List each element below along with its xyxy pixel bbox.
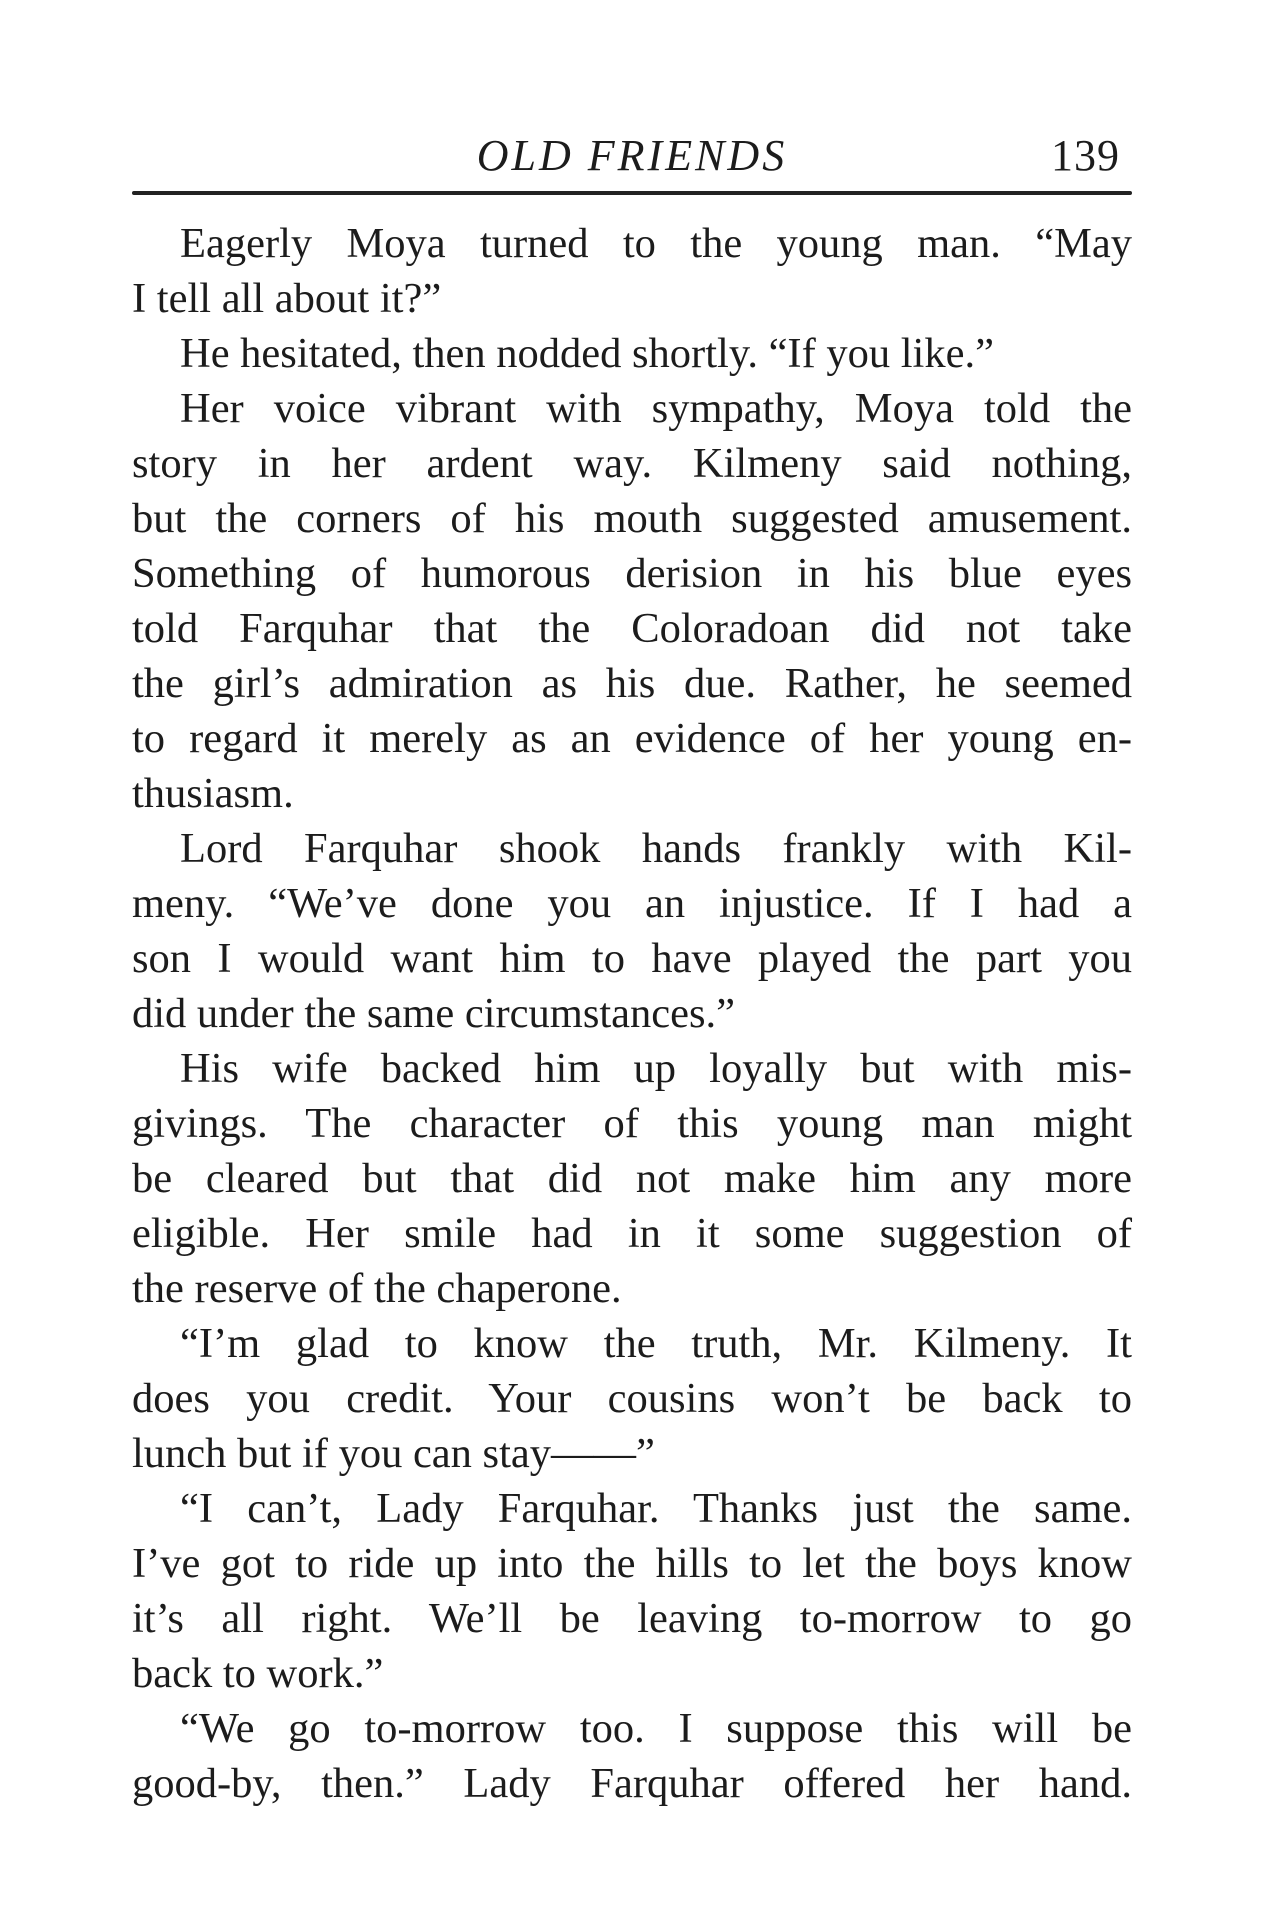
- page-number: 139: [1051, 131, 1120, 180]
- running-title: OLD FRIENDS: [476, 131, 788, 180]
- text-line: Lord Farquhar shook hands frankly with Kil-: [180, 825, 1132, 872]
- text-line: meny. “We’ve done you an injustice. If I had a: [132, 880, 1132, 927]
- text-line: Eagerly Moya turned to the young man. “May: [180, 220, 1132, 267]
- text-line: the girl’s admiration as his due. Rather, he seemed: [132, 660, 1132, 707]
- text-line: “We go to-morrow too. I suppose this will be: [180, 1705, 1132, 1752]
- text-line: thusiasm.: [132, 770, 294, 817]
- text-line: does you credit. Your cousins won’t be back to: [132, 1375, 1132, 1422]
- running-head: [132, 128, 1132, 184]
- body-text: [132, 216, 1132, 1811]
- text-line: the reserve of the chaperone.: [132, 1265, 622, 1312]
- text-line: to regard it merely as an evidence of her young en-: [132, 715, 1132, 762]
- text-line: Something of humorous derision in his blue eyes: [132, 550, 1132, 597]
- text-line: told Farquhar that the Coloradoan did not take: [132, 605, 1132, 652]
- text-line: lunch but if you can stay——”: [132, 1430, 655, 1477]
- text-line: son I would want him to have played the part you: [132, 935, 1132, 982]
- text-line: be cleared but that did not make him any more: [132, 1155, 1132, 1202]
- text-line: did under the same circumstances.”: [132, 990, 736, 1037]
- header-rule: [132, 191, 1132, 195]
- text-line: good-by, then.” Lady Farquhar offered her hand.: [132, 1760, 1132, 1807]
- text-line: it’s all right. We’ll be leaving to-morrow to go: [132, 1595, 1132, 1642]
- text-line: His wife backed him up loyally but with mis-: [180, 1045, 1132, 1092]
- text-line: He hesitated, then nodded shortly. “If you like.”: [180, 330, 994, 377]
- text-line: Her voice vibrant with sympathy, Moya told the: [180, 385, 1132, 432]
- text-line: eligible. Her smile had in it some suggestion of: [132, 1210, 1132, 1257]
- text-line: “I’m glad to know the truth, Mr. Kilmeny. It: [180, 1320, 1132, 1367]
- text-line: story in her ardent way. Kilmeny said nothing,: [132, 440, 1132, 487]
- text-line: I tell all about it?”: [132, 275, 442, 322]
- text-line: back to work.”: [132, 1650, 384, 1697]
- text-line: “I can’t, Lady Farquhar. Thanks just the same.: [180, 1485, 1132, 1532]
- text-line: givings. The character of this young man might: [132, 1100, 1132, 1147]
- text-line: but the corners of his mouth suggested amusement.: [132, 495, 1132, 542]
- text-line: I’ve got to ride up into the hills to let the boys know: [132, 1540, 1132, 1587]
